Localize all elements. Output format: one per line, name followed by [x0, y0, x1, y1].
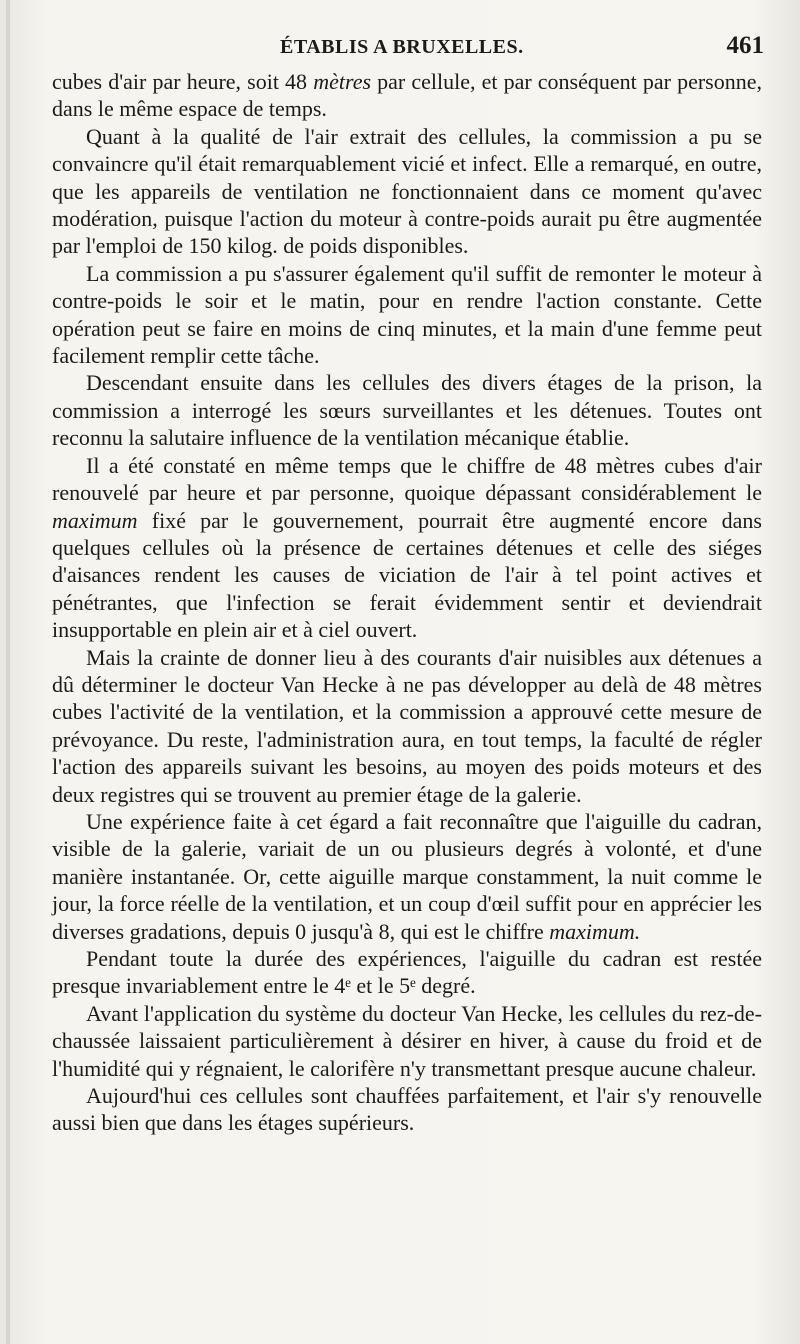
paragraph — [52, 452, 762, 644]
italic-text: maximum — [52, 507, 138, 533]
text-run: Mais la crainte de donner lieu à des courants d'air nuisibles aux détenues a dû déterminer le docteur Van Hecke à ne pas développer au delà de 48 mètres cubes l'activité de la ventilation, et la commission a approuvé cette mesure de prévoyance. Du reste, l'administration aura, en tout temps, la faculté de régler l'action des appareils suivant les besoins, au moyen des poids moteurs et des deux registres qui se trouvent au premier étage de la galerie. — [52, 644, 762, 807]
italic-text: maximum. — [549, 918, 641, 944]
text-run: Descendant ensuite dans les cellules des divers étages de la prison, la commission a interrogé les sœurs surveillantes et les détenues. Toutes ont reconnu la salutaire influence de la ventilation mécanique établie. — [52, 370, 762, 451]
paragraph — [52, 260, 762, 370]
paragraph — [52, 1082, 762, 1137]
page-edge-shadow — [6, 0, 10, 1344]
text-run: Pendant toute la durée des expériences, l'aiguille du cadran est restée presque invariablement entre le 4ᵉ et le 5ᵉ degré. — [52, 946, 762, 999]
page-number: 461 — [726, 32, 764, 59]
paragraph — [52, 369, 762, 451]
running-title: ÉTABLIS A BRUXELLES. — [280, 36, 524, 58]
text-run: Une expérience faite à cet égard a fait reconnaître que l'aiguille du cadran, visible de la galerie, variait de un ou plusieurs degrés à volonté, et d'une manière instantanée. Or, cette aiguille marque constamment, la nuit comme le jour, la force réelle de la ventilation, et un coup d'œil suffit pour en apprécier les diverses gradations, depuis 0 jusqu'à 8, qui est le chiffre — [52, 808, 762, 944]
paragraph — [52, 945, 762, 1000]
text-run: Quant à la qualité de l'air extrait des cellules, la commission a pu se convaincre qu'il était remarquablement vicié et infect. Elle a remarqué, en outre, que les appareils de ventilation ne fonctionnaient dans ce moment qu'avec modération, puisque l'action du moteur à contre-poids aurait pu être augmentée par l'emploi de 150 kilog. de poids disponibles. — [52, 123, 762, 259]
paragraph — [52, 808, 762, 945]
text-run: fixé par le gouvernement, pourrait être augmenté encore dans quelques cellules où la présence de certaines détenues et celle des siéges d'aisances rendent les causes de viciation de l'air à tel point actives et pénétrantes, que l'infection se ferait évidemment sentir et deviendrait insupportable en plein air et à ciel ouvert. — [52, 507, 762, 643]
text-run: Avant l'application du système du docteur Van Hecke, les cellules du rez-de-chaussée laissaient particulièrement à désirer en hiver, à cause du froid et de l'humidité qui y régnaient, le calorifère n'y transmettant presque aucune chaleur. — [52, 1000, 762, 1081]
text-run: cubes d'air par heure, soit 48 — [52, 69, 314, 94]
page-header — [60, 30, 770, 62]
paragraph — [52, 123, 762, 260]
paragraph — [52, 1000, 762, 1082]
text-run: par cellule, et par conséquent par personne, dans le même espace de temps. — [52, 69, 762, 122]
italic-text: mètres — [313, 69, 372, 94]
paragraph — [52, 68, 762, 123]
text-run: Aujourd'hui ces cellules sont chauffées parfaitement, et l'air s'y renouvelle aussi bien que dans les étages supérieurs. — [52, 1083, 762, 1136]
text-run: La commission a pu s'assurer également qu'il suffit de remonter le moteur à contre-poids le soir et le matin, pour en rendre l'action constante. Cette opération peut se faire en moins de cinq minutes, et la main d'une femme peut facilement remplir cette tâche. — [52, 260, 762, 369]
body-text — [52, 68, 762, 1137]
text-run: Il a été constaté en même temps que le chiffre de 48 mètres cubes d'air renouvelé par heure et par personne, quoique dépassant considérablement le — [52, 452, 762, 506]
paragraph — [52, 644, 762, 808]
